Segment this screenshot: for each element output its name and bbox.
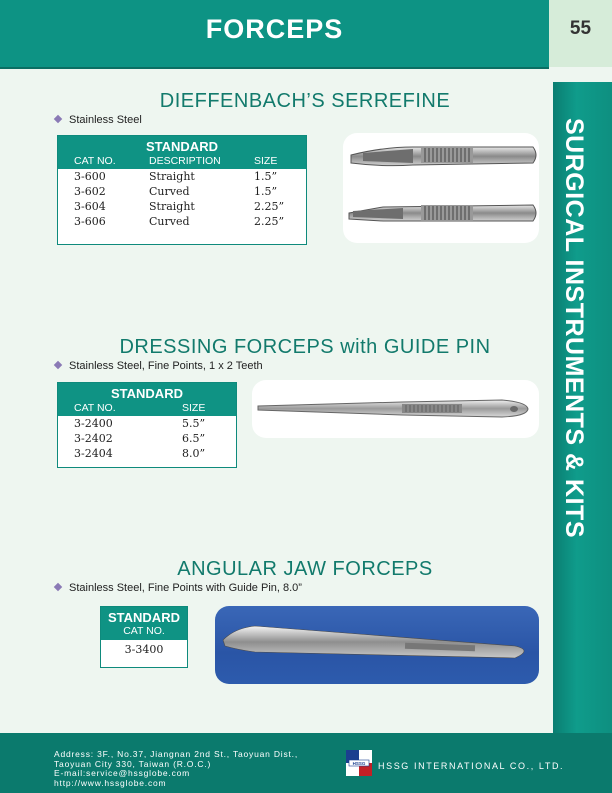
- table-row: 3-604 Straight 2.25”: [74, 200, 285, 213]
- column-size: SIZE: [254, 155, 278, 167]
- footer-address: Address: 3F., No.37, Jiangnan 2nd St., Taoyuan Dist., Taoyuan City 330, Taiwan (R.O.C.) E-mail:service@hssglobe.com http://www.hssglobe.com: [54, 749, 299, 788]
- page-number-box: [549, 0, 612, 67]
- section-title-angular-jaw: ANGULAR JAW FORCEPS: [177, 558, 433, 580]
- svg-text:HSSG: HSSG: [352, 761, 366, 766]
- table-serrefine: [57, 135, 307, 245]
- bullet-diamond-icon: [54, 361, 62, 369]
- serrefine-photo: [343, 133, 539, 243]
- table-row: 3-606 Curved 2.25”: [74, 215, 285, 228]
- column-cat-no: CAT NO.: [74, 155, 116, 167]
- angular-jaw-photo: [215, 606, 539, 684]
- table-row: 3-2402 6.5”: [74, 432, 206, 445]
- table-standard-label: STANDARD: [111, 386, 183, 401]
- footer-email: E-mail:service@hssglobe.com: [54, 768, 191, 778]
- dressing-forceps-photo: [252, 380, 539, 438]
- table-angular-jaw: [100, 606, 188, 668]
- section-title-dressing-forceps: DRESSING FORCEPS with GUIDE PIN: [119, 336, 491, 358]
- table-header: [58, 136, 306, 169]
- category-sidebar: [553, 82, 612, 733]
- category-label: SURGICAL INSTRUMENTS & KITS: [560, 118, 588, 538]
- bullet-diamond-icon: [54, 583, 62, 591]
- company-logo: [346, 750, 372, 776]
- table-row: 3-602 Curved 1.5”: [74, 185, 278, 198]
- spec-dressing-forceps: Stainless Steel, Fine Points, 1 x 2 Teeth: [55, 360, 263, 372]
- header-bar: [0, 0, 549, 67]
- table-row: 3-600 Straight 1.5”: [74, 170, 278, 183]
- table-standard-label: STANDARD: [146, 139, 218, 154]
- page-title: FORCEPS: [205, 14, 344, 44]
- header-divider: [0, 67, 549, 69]
- footer-website: http://www.hssglobe.com: [54, 777, 167, 788]
- table-dressing-forceps: [57, 382, 237, 468]
- table-header: [101, 607, 187, 640]
- table-row: 3-2404 8.0”: [74, 447, 206, 460]
- page-footer: [0, 733, 612, 793]
- table-standard-label: STANDARD: [108, 610, 180, 625]
- page-number: 55: [569, 18, 592, 39]
- table-row: 3-3400: [124, 643, 164, 656]
- spec-serrefine: Stainless Steel: [55, 114, 142, 126]
- table-header: [58, 383, 236, 416]
- table-row: 3-2400 5.5”: [74, 417, 206, 430]
- column-description: DESCRIPTION: [149, 155, 221, 167]
- section-title-serrefine: DIEFFENBACH’S SERREFINE: [159, 90, 451, 112]
- bullet-diamond-icon: [54, 115, 62, 123]
- column-cat-no: CAT NO.: [74, 402, 116, 414]
- company-name: HSSG INTERNATIONAL CO., LTD.: [378, 761, 565, 771]
- column-cat-no: CAT NO.: [123, 625, 165, 637]
- spec-angular-jaw: Stainless Steel, Fine Points with Guide Pin, 8.0”: [55, 582, 302, 594]
- column-size: SIZE: [182, 402, 206, 414]
